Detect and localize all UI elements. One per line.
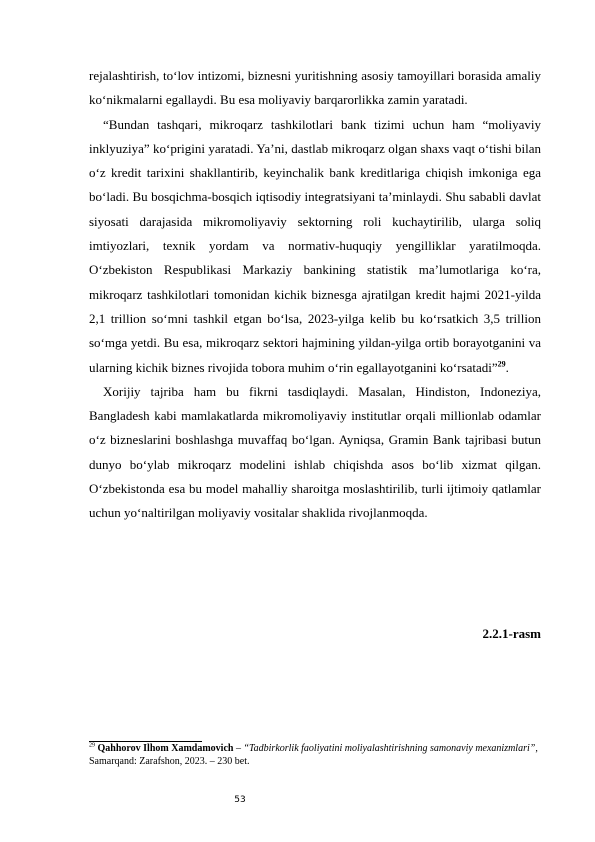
footnote-title: “Tadbirkorlik faoliyatini moliyalashtirishning samonaviy mexanizmlari” — [243, 743, 536, 754]
paragraph-3-text: Xorijiy tajriba ham bu fikrni tasdiqlaydi. Masalan, Hindiston, Indoneziya, Bangladesh kabi mamlakatlarda mikromoliyaviy institutlar orqali millionlab odamlar o‘z bizneslarini boshlashga muvaffaq bo‘lgan. Ayniqsa, Gramin Bank tajribasi butun dunyo bo‘ylab mikroqarz modelini ishlab chiqishda asos bo‘lib xizmat qilgan. O‘zbekistonda esa bu model mahalliy sharoitga moslashtirilib, turli ijtimoiy qatlamlar uchun yo‘naltirilgan moliyaviy vositalar shaklida rivojlanmoqda. — [89, 383, 541, 521]
paragraph-1-text: rejalashtirish, to‘lov intizomi, biznesni yuritishning asosiy tamoyillari borasida amaliy ko‘nikmalarni egallaydi. Bu esa moliyaviy barqarorlikka zamin yaratadi. — [89, 68, 541, 108]
footnote-reference[interactable]: 29 — [497, 359, 506, 369]
footnote — [89, 743, 541, 768]
paragraph-2-text: “Bundan tashqari, mikroqarz tashkilotlari bank tizimi uchun ham “moliyaviy inklyuziya” ko‘prigini yaratadi. Ya’ni, dastlab mikroqarz olgan shaxs vaqt o‘tishi bilan o‘z kredit tarixini shakllantirib, keyinchalik bank kreditlariga chiqish imkoniga ega bo‘ladi. Bu bosqichma-bosqich iqtisodiy integratsiyani ta’minlaydi. Shu sababli davlat siyosati darajasida mikromoliyaviy sektorning roli kuchaytirilib, ularga soliq imtiyozlari, texnik yordam va normativ-huquqiy yengilliklar yaratilmoqda. O‘zbekiston Respublikasi Markaziy bankining statistik ma’lumotlariga ko‘ra, mikroqarz tashkilotlari tomonidan kichik biznesga ajratilgan kredit hajmi 2021-yilda 2,1 trillion so‘mni tashkil etgan bo‘lsa, 2023-yilga kelib bu ko‘rsatkich 3,5 trillion so‘mga yetdi. Bu esa, mikroqarz sektori hajmining yildan-yilga ortib borayotganini va ularning kichik biznes rivojida tobora muhim o‘rin egallayotganini ko‘rsatadi” — [89, 116, 541, 375]
page-number: 53 — [234, 795, 246, 805]
footnote-divider — [89, 741, 202, 742]
footnote-number: 29 — [89, 742, 95, 749]
paragraph-continuation — [89, 64, 541, 113]
paragraph-2-trailing: . — [505, 359, 509, 375]
footnote-author: Qahhorov Ilhom Xamdamovich — [97, 743, 234, 754]
paragraph-foreign-experience — [89, 380, 541, 526]
footnote-separator: – — [233, 743, 244, 754]
main-text — [89, 64, 541, 526]
figure-label: 2.2.1-rasm — [482, 626, 541, 641]
footnote-publication: , Samarqand: Zarafshon, 2023. – 230 bet. — [89, 743, 538, 767]
paragraph-quote-microloans — [89, 113, 541, 380]
